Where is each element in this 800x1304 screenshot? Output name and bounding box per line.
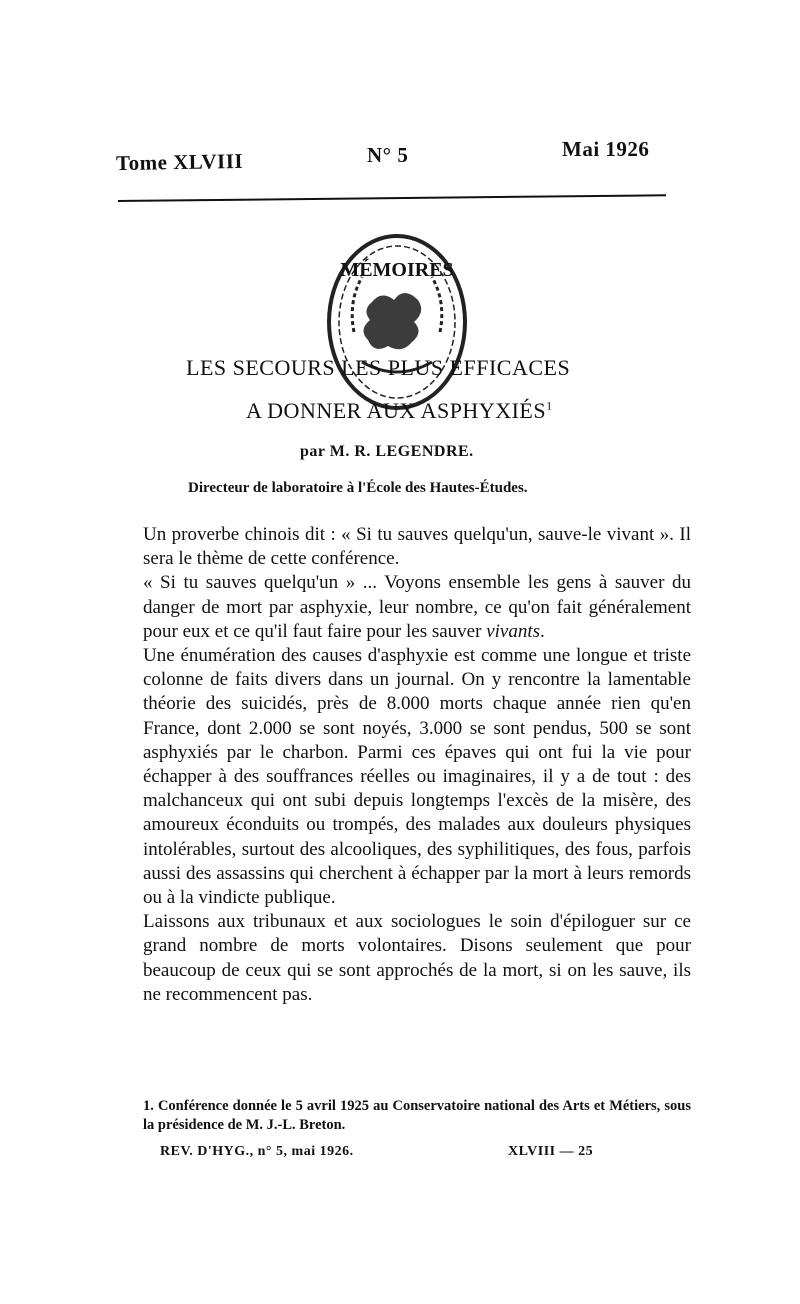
paragraph-2-end: . xyxy=(540,620,545,642)
paragraph-3: Une énumération des causes d'asphyxie est comme une longue et triste colonne de faits divers dans un journal. On y rencontre la lamentable théorie des suicidés, près de 8.000 morts chaque année rien qu'en France, dont 2.000 se sont noyés, 3.000 se sont pendus, 500 se sont asphyxiés par le charbon. Parmi ces épaves qui ont fui la vie pour échapper à des souffrances réelles ou imaginaires, il y a de tout : des malchanceux qui ont subi depuis longtemps l'excès de la misère, des amoureux éconduits ou trompés, des malades aux douleurs physiques intolérables, surtout des alcooliques, des syphilitiques, des fous, parfois aussi des assassins qui cherchent à échapper par la mort à leurs remords ou à la vindicte publique. xyxy=(143,645,691,909)
issue-date: Mai 1926 xyxy=(562,137,650,161)
paragraph-2 xyxy=(143,571,691,644)
volume-label: Tome XLVIII xyxy=(115,148,244,176)
stamp-text: MÉMOIRES xyxy=(340,259,454,281)
author-affiliation: Directeur de laboratoire à l'École des Hautes-Études. xyxy=(188,480,528,496)
paragraph-2-emphasis: vivants xyxy=(486,620,541,642)
footnote: 1. Conférence donnée le 5 avril 1925 au Conservatoire national des Arts et Métiers, sous la présidence de M. J.-L. Breton. xyxy=(143,1098,691,1133)
footer-citation: REV. D'HYG., n° 5, mai 1926. xyxy=(160,1144,354,1159)
paragraph-1: Un proverbe chinois dit : « Si tu sauves quelqu'un, sauve-le vivant ». Il sera le thème de cette conférence. xyxy=(143,524,691,570)
footnote-mark: 1 xyxy=(546,398,553,413)
issue-number: N° 5 xyxy=(367,143,409,167)
paragraph-4: Laissons aux tribunaux et aux sociologues le soin d'épiloguer sur ce grand nombre de morts volontaires. Disons seulement que pour beaucoup de ceux qui se sont approchés de la mort, si on les sauve, ils ne recommencent pas. xyxy=(143,911,691,1005)
paragraph-2-text: « Si tu sauves quelqu'un » ... Voyons ensemble les gens à sauver du danger de mort par asphyxie, leur nombre, ce qu'on fait généralement pour eux et ce qu'il faut faire pour les sauver xyxy=(143,572,691,642)
library-stamp-seal xyxy=(322,232,472,417)
header-rule xyxy=(118,194,666,202)
article-title-line-2 xyxy=(246,398,553,424)
article-title-line-1: LES SECOURS LES PLUS EFFICACES xyxy=(186,355,571,380)
article-title-line-2-text: A DONNER AUX ASPHYXIÉS xyxy=(246,398,547,423)
footer-page-number: XLVIII — 25 xyxy=(508,1144,594,1159)
author-line: par M. R. LEGENDRE. xyxy=(300,443,474,460)
article-body xyxy=(143,523,691,1007)
